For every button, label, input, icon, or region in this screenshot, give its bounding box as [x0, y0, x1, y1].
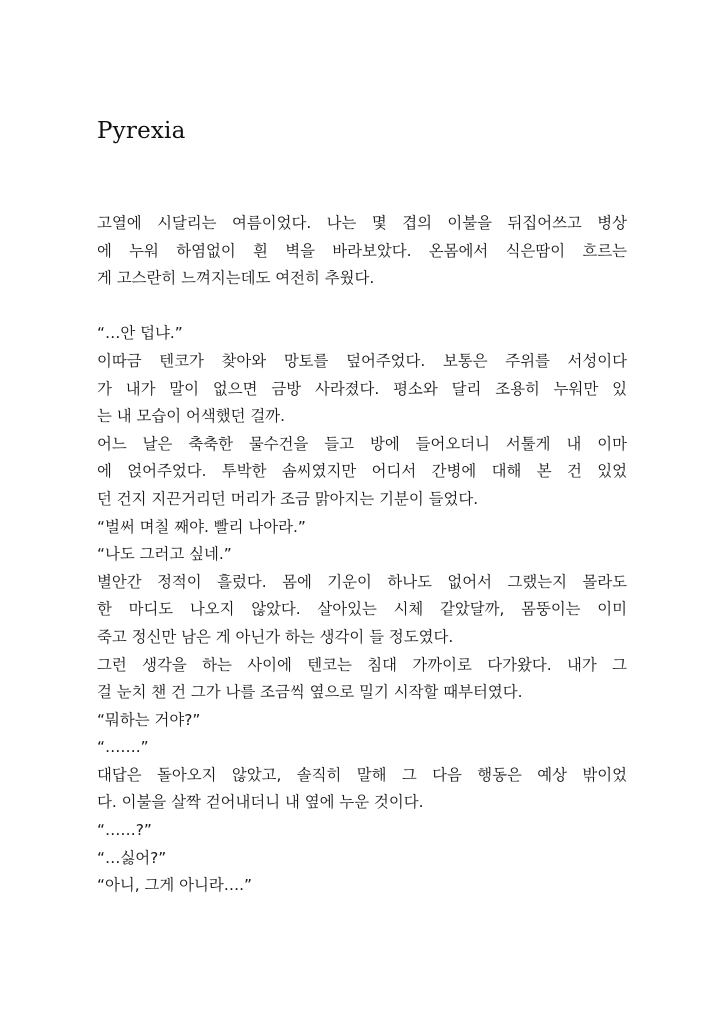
- text-line: 대답은 돌아오지 않았고, 솔직히 말해 그 다음 행동은 예상 밖이었: [97, 765, 627, 784]
- text-line: 던 건지 지끈거리던 머리가 조금 맑아지는 기분이 들었다.: [97, 489, 479, 508]
- text-line: 어느 날은 축축한 물수건을 들고 방에 들어오더니 서툴게 내 이마: [97, 434, 627, 453]
- text-line: “벌써 며칠 째야. 빨리 나아라.”: [97, 517, 306, 536]
- document-body: [97, 210, 627, 900]
- text-line: 별안간 정적이 흘렀다. 몸에 기운이 하나도 없어서 그랬는지 몰라도: [97, 572, 627, 591]
- text-line: 이따금 텐코가 찾아와 망토를 덮어주었다. 보통은 주위를 서성이다: [97, 351, 627, 370]
- text-line: “…안 덥냐.”: [97, 324, 183, 343]
- blank-line: [97, 293, 627, 321]
- text-line: “…싫어?”: [97, 848, 167, 867]
- text-line: 가 내가 말이 없으면 금방 사라졌다. 평소와 달리 조용히 누워만 있: [97, 379, 627, 398]
- text-line: 죽고 정신만 남은 게 아닌가 하는 생각이 들 정도였다.: [97, 627, 454, 646]
- text-line: “나도 그러고 싶네.”: [97, 545, 232, 564]
- text-line: “……?”: [97, 821, 152, 840]
- text-line: 고열에 시달리는 여름이었다. 나는 몇 겹의 이불을 뒤집어쓰고 병상: [97, 214, 627, 232]
- text-line: 에 얹어주었다. 투박한 솜씨였지만 어디서 간병에 대해 본 건 있었: [97, 462, 627, 481]
- text-line: 걸 눈치 챈 건 그가 나를 조금씩 옆으로 밀기 시작할 때부터였다.: [97, 683, 523, 702]
- document-title: Pyrexia: [97, 118, 186, 144]
- text-line: 에 누워 하염없이 흰 벽을 바라보았다. 온몸에서 식은땀이 흐르는: [97, 241, 627, 260]
- text-line: “아니, 그게 아니라….”: [97, 876, 252, 895]
- text-line: 는 내 모습이 어색했던 걸까.: [97, 407, 286, 426]
- text-line: 다. 이불을 살짝 걷어내더니 내 옆에 누운 것이다.: [97, 793, 424, 812]
- text-line: 한 마디도 나오지 않았다. 살아있는 시체 같았달까, 몸뚱이는 이미: [97, 600, 627, 619]
- text-line: 그런 생각을 하는 사이에 텐코는 침대 가까이로 다가왔다. 내가 그: [97, 655, 627, 674]
- text-line: 게 고스란히 느껴지는데도 여전히 추웠다.: [97, 269, 375, 288]
- text-line: “…….”: [97, 738, 149, 757]
- text-line: “뭐하는 거야?”: [97, 710, 201, 729]
